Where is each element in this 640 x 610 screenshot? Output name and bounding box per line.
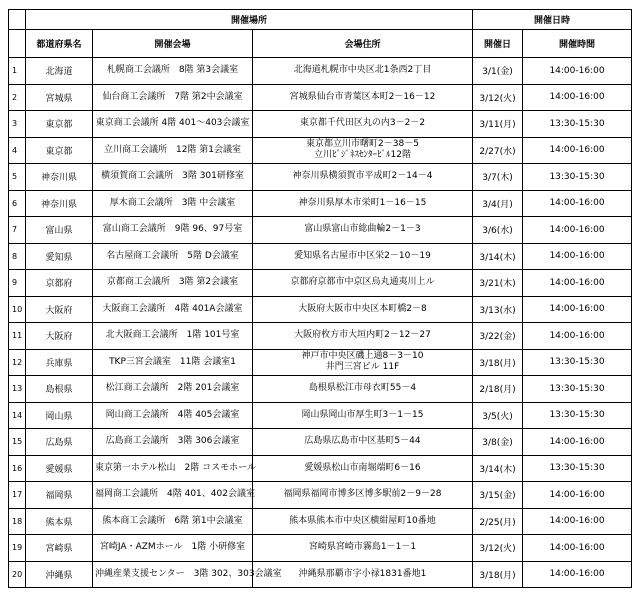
time-cell: 14:00-16:00 bbox=[523, 323, 632, 350]
table-row bbox=[9, 137, 632, 164]
venue-cell: 東京商工会議所 4階 401～403会議室 bbox=[93, 111, 253, 138]
row-number: 13 bbox=[9, 376, 26, 403]
row-number: 2 bbox=[9, 84, 26, 111]
venue-cell: 仙台商工会議所 7階 第2中会議室 bbox=[93, 84, 253, 111]
date-cell: 2/27(水) bbox=[473, 137, 523, 164]
time-cell: 14:00-16:00 bbox=[523, 270, 632, 297]
address-cell: 神奈川県横須賀市平成町2－14－4 bbox=[253, 164, 473, 191]
pref-cell: 大阪府 bbox=[26, 323, 93, 350]
venue-cell: 熊本商工会議所 6階 第1中会議室 bbox=[93, 508, 253, 535]
pref-cell: 福岡県 bbox=[26, 482, 93, 509]
table-row bbox=[9, 270, 632, 297]
address-cell: 富山県富山市総曲輪2－1－3 bbox=[253, 217, 473, 244]
date-cell: 3/12(火) bbox=[473, 84, 523, 111]
address-cell: 熊本県熊本市中央区横紺屋町10番地 bbox=[253, 508, 473, 535]
date-cell: 3/18(月) bbox=[473, 561, 523, 588]
table-row bbox=[9, 482, 632, 509]
time-cell: 14:00-16:00 bbox=[523, 137, 632, 164]
row-number: 10 bbox=[9, 296, 26, 323]
venue-cell: 松江商工会議所 2階 201会議室 bbox=[93, 376, 253, 403]
date-cell: 3/15(金) bbox=[473, 482, 523, 509]
table-row bbox=[9, 296, 632, 323]
time-cell: 14:00-16:00 bbox=[523, 84, 632, 111]
venue-cell: 広島商工会議所 3階 306会議室 bbox=[93, 429, 253, 456]
time-cell: 13:30-15:30 bbox=[523, 349, 632, 376]
venue-cell: 富山商工会議所 9階 96、97号室 bbox=[93, 217, 253, 244]
row-number: 16 bbox=[9, 455, 26, 482]
address-cell: 愛媛県松山市南堀端町6－16 bbox=[253, 455, 473, 482]
row-number: 18 bbox=[9, 508, 26, 535]
date-cell: 3/11(月) bbox=[473, 111, 523, 138]
time-cell: 14:00-16:00 bbox=[523, 217, 632, 244]
table-row bbox=[9, 402, 632, 429]
row-number: 9 bbox=[9, 270, 26, 297]
address-cell: 京都府京都市中京区烏丸通夷川上ル bbox=[253, 270, 473, 297]
pref-cell: 京都府 bbox=[26, 270, 93, 297]
address-line-1: 東京都立川市曙町2－38－5 bbox=[306, 139, 419, 150]
row-number: 14 bbox=[9, 402, 26, 429]
address-cell bbox=[253, 349, 473, 376]
col-header-address: 会場住所 bbox=[253, 30, 473, 58]
venue-cell: 京都商工会議所 3階 第2会議室 bbox=[93, 270, 253, 297]
address-cell: 広島県広島市中区基町5－44 bbox=[253, 429, 473, 456]
time-cell: 14:00-16:00 bbox=[523, 190, 632, 217]
row-number: 19 bbox=[9, 535, 26, 562]
address-cell: 東京都千代田区丸の内3－2－2 bbox=[253, 111, 473, 138]
time-cell: 14:00-16:00 bbox=[523, 561, 632, 588]
address-cell: 岡山県岡山市厚生町3－1－15 bbox=[253, 402, 473, 429]
row-number: 15 bbox=[9, 429, 26, 456]
table-row bbox=[9, 58, 632, 85]
table-row bbox=[9, 217, 632, 244]
group-header-schedule: 開催日時 bbox=[473, 10, 632, 30]
time-cell: 14:00-16:00 bbox=[523, 429, 632, 456]
address-cell: 神奈川県厚木市栄町1－16－15 bbox=[253, 190, 473, 217]
pref-cell: 兵庫県 bbox=[26, 349, 93, 376]
row-number: 7 bbox=[9, 217, 26, 244]
row-number: 3 bbox=[9, 111, 26, 138]
table-row bbox=[9, 376, 632, 403]
table-row bbox=[9, 508, 632, 535]
time-cell: 13:30-15:30 bbox=[523, 376, 632, 403]
venue-cell: 大阪商工会議所 4階 401A会議室 bbox=[93, 296, 253, 323]
date-cell: 2/25(月) bbox=[473, 508, 523, 535]
venue-cell: 厚木商工会議所 3階 中会議室 bbox=[93, 190, 253, 217]
venue-cell: 宮崎JA・AZMホール 1階 小研修室 bbox=[93, 535, 253, 562]
date-cell: 3/22(金) bbox=[473, 323, 523, 350]
row-number: 12 bbox=[9, 349, 26, 376]
date-cell: 3/5(火) bbox=[473, 402, 523, 429]
address-cell: 島根県松江市母衣町55－4 bbox=[253, 376, 473, 403]
date-cell: 3/21(木) bbox=[473, 270, 523, 297]
time-cell: 14:00-16:00 bbox=[523, 58, 632, 85]
date-cell: 3/14(木) bbox=[473, 455, 523, 482]
pref-cell: 愛知県 bbox=[26, 243, 93, 270]
address-cell: 宮崎県宮崎市霧島1－1－1 bbox=[253, 535, 473, 562]
row-number: 5 bbox=[9, 164, 26, 191]
table-row bbox=[9, 164, 632, 191]
table-row bbox=[9, 111, 632, 138]
pref-cell: 東京都 bbox=[26, 137, 93, 164]
date-cell: 3/12(火) bbox=[473, 535, 523, 562]
address-line-1: 神戸市中央区磯上通8－3－10 bbox=[301, 351, 424, 362]
pref-cell: 愛媛県 bbox=[26, 455, 93, 482]
venue-cell: 北大阪商工会議所 1階 101号室 bbox=[93, 323, 253, 350]
pref-cell: 大阪府 bbox=[26, 296, 93, 323]
pref-cell: 神奈川県 bbox=[26, 164, 93, 191]
table-row bbox=[9, 84, 632, 111]
time-cell: 14:00-16:00 bbox=[523, 243, 632, 270]
pref-cell: 北海道 bbox=[26, 58, 93, 85]
time-cell: 13:30-15:30 bbox=[523, 402, 632, 429]
address-cell: 愛知県名古屋市中区栄2－10－19 bbox=[253, 243, 473, 270]
date-cell: 3/4(月) bbox=[473, 190, 523, 217]
table-row bbox=[9, 455, 632, 482]
venue-cell: 沖縄産業支援センター 3階 302、303会議室 bbox=[93, 561, 253, 588]
row-number: 11 bbox=[9, 323, 26, 350]
venue-cell: 東京第一ホテル松山 2階 コスモホール bbox=[93, 455, 253, 482]
group-header-venue: 開催場所 bbox=[26, 10, 473, 30]
row-number: 20 bbox=[9, 561, 26, 588]
pref-cell: 岡山県 bbox=[26, 402, 93, 429]
pref-cell: 東京都 bbox=[26, 111, 93, 138]
table-row bbox=[9, 243, 632, 270]
time-cell: 13:30-15:30 bbox=[523, 455, 632, 482]
col-header-venue: 開催会場 bbox=[93, 30, 253, 58]
date-cell: 3/7(木) bbox=[473, 164, 523, 191]
venue-schedule-table bbox=[8, 9, 632, 588]
header-no bbox=[9, 30, 26, 58]
address-cell: 福岡県福岡市博多区博多駅前2－9－28 bbox=[253, 482, 473, 509]
date-cell: 3/18(月) bbox=[473, 349, 523, 376]
venue-cell: 岡山商工会議所 4階 405会議室 bbox=[93, 402, 253, 429]
date-cell: 3/14(木) bbox=[473, 243, 523, 270]
pref-cell: 神奈川県 bbox=[26, 190, 93, 217]
date-cell: 3/8(金) bbox=[473, 429, 523, 456]
pref-cell: 沖縄県 bbox=[26, 561, 93, 588]
row-number: 1 bbox=[9, 58, 26, 85]
time-cell: 14:00-16:00 bbox=[523, 296, 632, 323]
pref-cell: 富山県 bbox=[26, 217, 93, 244]
pref-cell: 宮城県 bbox=[26, 84, 93, 111]
venue-cell: 札幌商工会議所 8階 第3会議室 bbox=[93, 58, 253, 85]
pref-cell: 島根県 bbox=[26, 376, 93, 403]
table-body bbox=[9, 58, 632, 588]
address-cell: 沖縄県那覇市字小禄1831番地1 bbox=[253, 561, 473, 588]
table-row bbox=[9, 323, 632, 350]
address-line-2: 井門三宮ビル 11F bbox=[325, 362, 400, 373]
venue-cell: 横須賀商工会議所 3階 301研修室 bbox=[93, 164, 253, 191]
address-line-2: 立川ﾋﾞｼﾞﾈｽｾﾝﾀｰﾋﾞﾙ12階 bbox=[314, 150, 411, 161]
table-row bbox=[9, 190, 632, 217]
col-header-date: 開催日 bbox=[473, 30, 523, 58]
address-cell: 大阪府枚方市大垣内町2－12－27 bbox=[253, 323, 473, 350]
row-number: 4 bbox=[9, 137, 26, 164]
venue-cell: 名古屋商工会議所 5階 D会議室 bbox=[93, 243, 253, 270]
address-cell: 大阪府大阪市中央区本町橋2－8 bbox=[253, 296, 473, 323]
time-cell: 14:00-16:00 bbox=[523, 482, 632, 509]
venue-cell: TKP三宮会議室 11階 会議室1 bbox=[93, 349, 253, 376]
address-cell bbox=[253, 137, 473, 164]
header-blank bbox=[9, 10, 26, 30]
row-number: 17 bbox=[9, 482, 26, 509]
date-cell: 3/1(金) bbox=[473, 58, 523, 85]
venue-cell: 立川商工会議所 12階 第1会議室 bbox=[93, 137, 253, 164]
pref-cell: 宮崎県 bbox=[26, 535, 93, 562]
time-cell: 13:30-15:30 bbox=[523, 111, 632, 138]
address-cell: 宮城県仙台市青葉区本町2－16－12 bbox=[253, 84, 473, 111]
col-header-time: 開催時間 bbox=[523, 30, 632, 58]
table-row bbox=[9, 535, 632, 562]
row-number: 6 bbox=[9, 190, 26, 217]
table-row bbox=[9, 349, 632, 376]
row-number: 8 bbox=[9, 243, 26, 270]
pref-cell: 広島県 bbox=[26, 429, 93, 456]
time-cell: 14:00-16:00 bbox=[523, 508, 632, 535]
address-cell: 北海道札幌市中央区北1条西2丁目 bbox=[253, 58, 473, 85]
table-row bbox=[9, 429, 632, 456]
table-row bbox=[9, 561, 632, 588]
time-cell: 13:30-15:30 bbox=[523, 164, 632, 191]
date-cell: 3/13(水) bbox=[473, 296, 523, 323]
venue-cell: 福岡商工会議所 4階 401、402会議室 bbox=[93, 482, 253, 509]
pref-cell: 熊本県 bbox=[26, 508, 93, 535]
col-header-pref: 都道府県名 bbox=[26, 30, 93, 58]
date-cell: 2/18(月) bbox=[473, 376, 523, 403]
time-cell: 14:00-16:00 bbox=[523, 535, 632, 562]
date-cell: 3/6(水) bbox=[473, 217, 523, 244]
